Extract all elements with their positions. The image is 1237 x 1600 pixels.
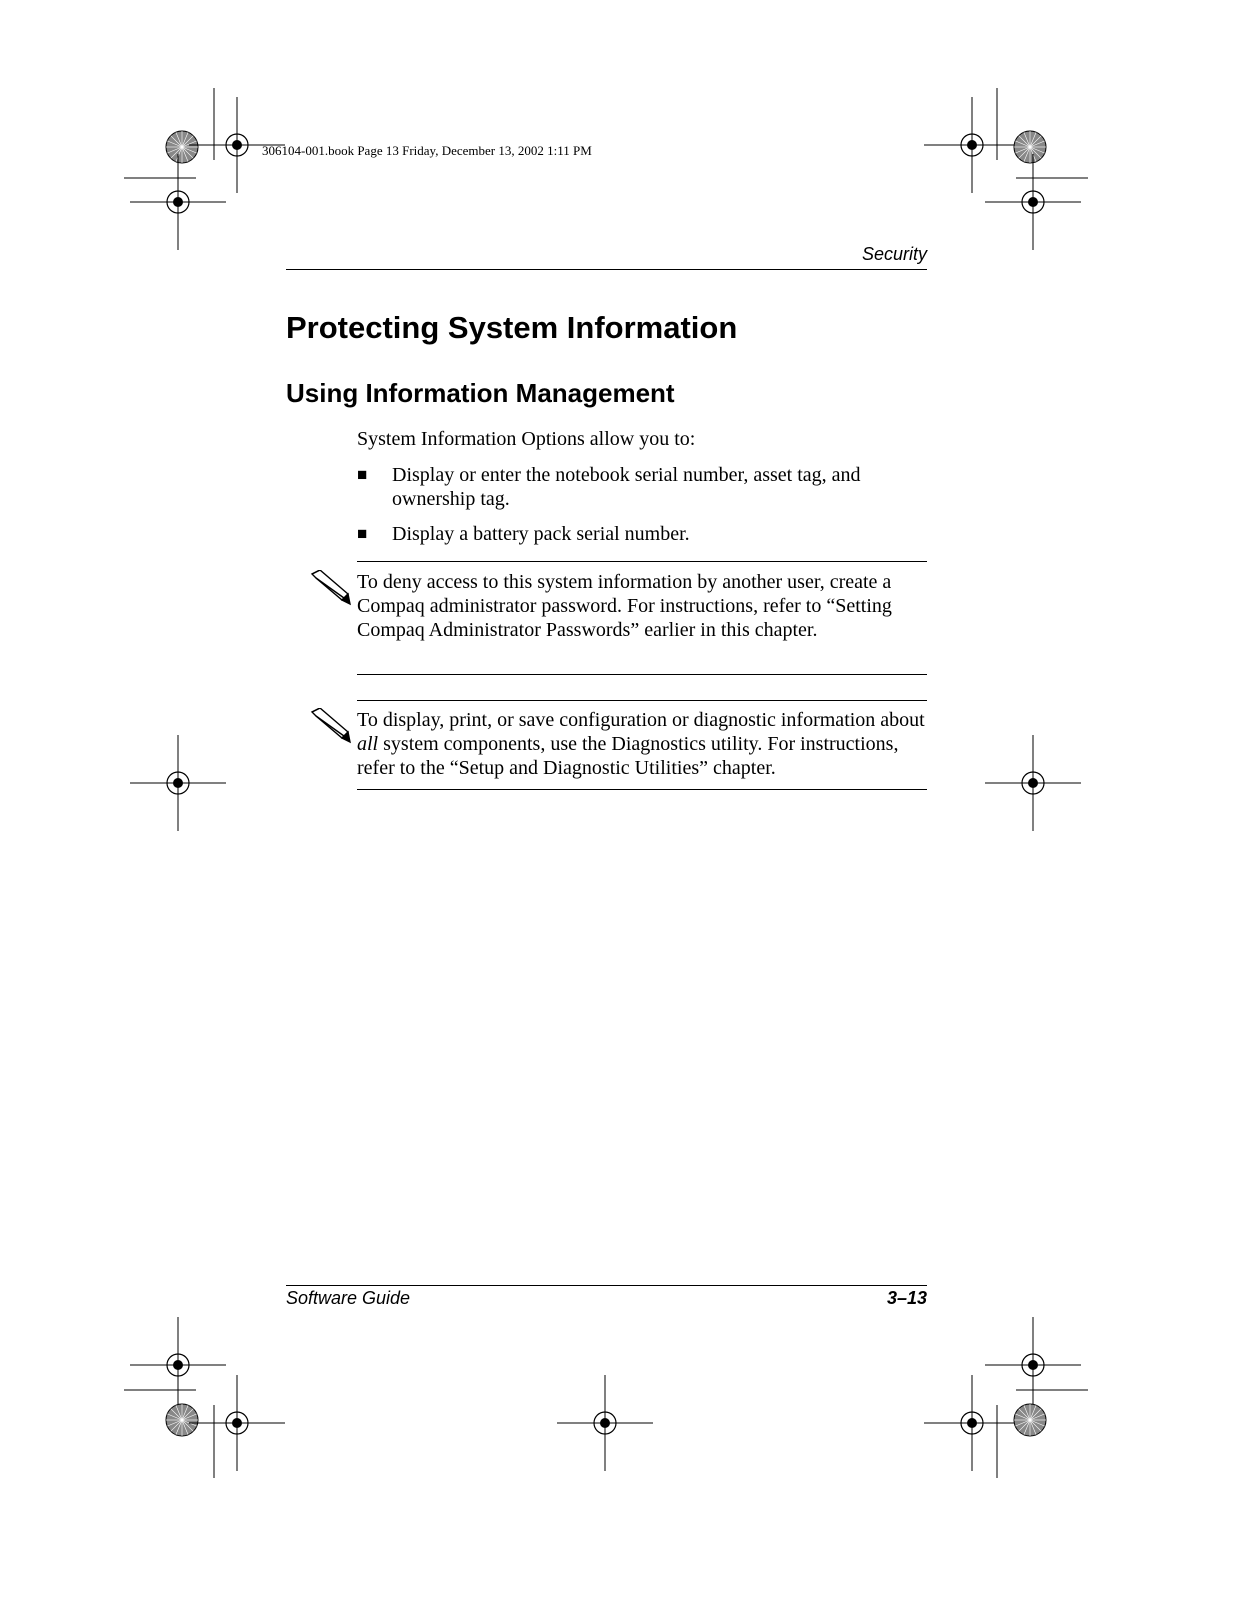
- list-item: [357, 522, 927, 546]
- pencil-note-icon: [306, 708, 352, 744]
- registration-mark-icon: [985, 735, 1081, 831]
- sunburst-dial-icon: [1014, 1404, 1046, 1436]
- sunburst-dial-icon: [166, 131, 198, 163]
- footer-rule: [286, 1285, 927, 1286]
- note-top-rule: [357, 700, 927, 701]
- note-text: [357, 708, 929, 780]
- bullet-square-icon: ■: [357, 465, 368, 484]
- note-text-part: system components, use the Diagnostics utility. For instructions, refer to the “Setup and Diagnostic Utilities” chapter.: [357, 733, 899, 779]
- running-head: Security: [861, 244, 927, 264]
- registration-mark-icon: [189, 1375, 285, 1471]
- page-number: 3–13: [886, 1288, 927, 1308]
- registration-mark-icon: [985, 154, 1081, 250]
- registration-mark-icon: [130, 1317, 226, 1413]
- list-item-text: Display a battery pack serial number.: [392, 523, 690, 545]
- header-rule: [286, 269, 927, 270]
- note-bottom-rule: [357, 674, 927, 675]
- registration-mark-icon: [130, 154, 226, 250]
- note-emphasis: all: [357, 733, 379, 755]
- sunburst-dial-icon: [166, 1404, 198, 1436]
- registration-mark-icon: [985, 1317, 1081, 1413]
- print-slug: 306104-001.book Page 13 Friday, December 13, 2002 1:11 PM: [262, 143, 592, 158]
- registration-mark-icon: [557, 1375, 653, 1471]
- list-item: [357, 463, 927, 511]
- sunburst-dial-icon: [1014, 131, 1046, 163]
- footer-title: Software Guide: [286, 1288, 411, 1308]
- pencil-note-icon: [306, 570, 352, 606]
- registration-mark-icon: [924, 97, 1020, 193]
- list-item-text: Display or enter the notebook serial number, asset tag, and ownership tag.: [392, 464, 861, 510]
- intro-text: System Information Options allow you to:: [357, 428, 696, 450]
- registration-mark-icon: [924, 1375, 1020, 1471]
- bullet-square-icon: ■: [357, 524, 368, 543]
- note-bottom-rule: [357, 789, 927, 790]
- registration-mark-icon: [130, 735, 226, 831]
- note-text: To deny access to this system information by another user, create a Compaq administrator password. For instructions, refer to “Setting Compaq Administrator Passwords” earlier in this chapter.: [357, 571, 892, 641]
- note-top-rule: [357, 561, 927, 562]
- section-heading: Using Information Management: [286, 378, 675, 408]
- note-text-part: To display, print, or save configuration or diagnostic information about: [357, 709, 925, 731]
- page-title: Protecting System Information: [286, 310, 738, 345]
